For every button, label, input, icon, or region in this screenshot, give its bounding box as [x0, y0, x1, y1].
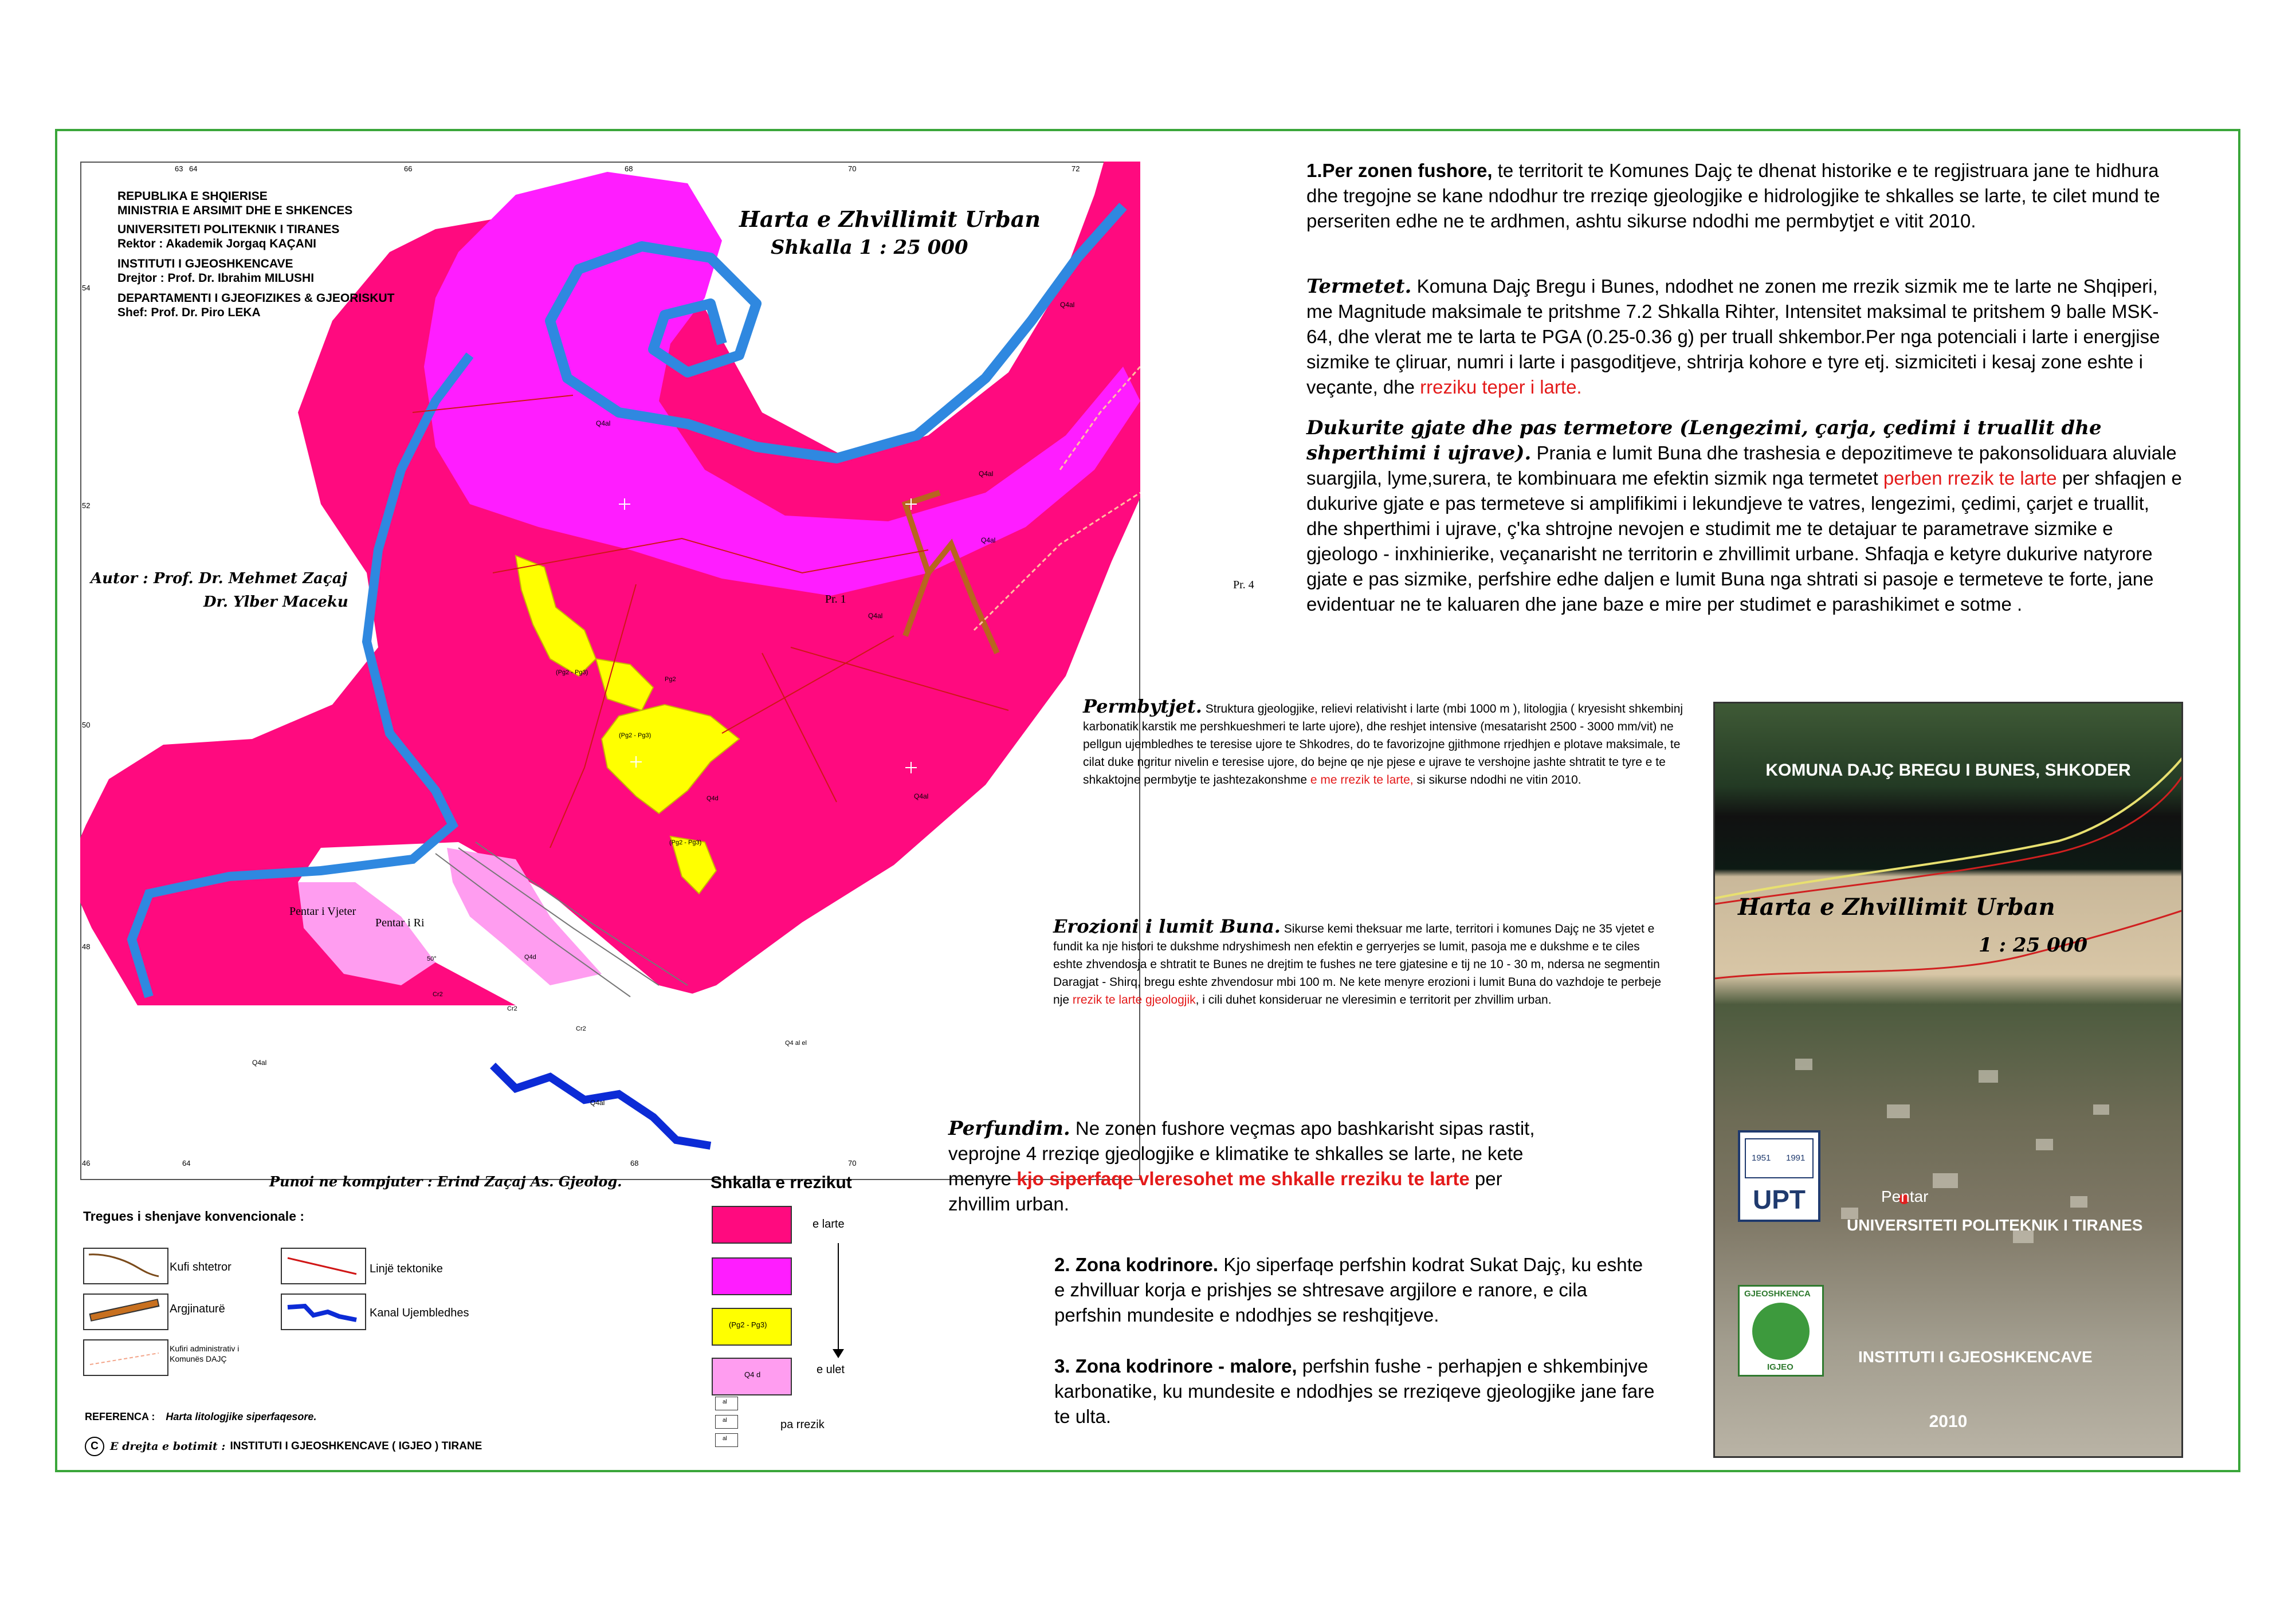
- map-label: Pg2: [665, 676, 676, 683]
- risk-swatch-yellow-text: (Pg2 - Pg3): [729, 1320, 767, 1329]
- legend-label-tectonic: Linjë tektonike: [370, 1263, 443, 1275]
- arrow-down-icon: [833, 1349, 844, 1358]
- institution-line: DEPARTAMENTI I GJEOFIZIKES & GJEORISKUT: [117, 292, 395, 305]
- map-label: Cr2: [507, 1005, 517, 1012]
- heading-hilly-zone: 2. Zona kodrinore.: [1054, 1254, 1219, 1275]
- map-label: Cr2: [576, 1025, 586, 1032]
- map-scale: Shkalla 1 : 25 000: [771, 236, 968, 259]
- grid-label-left: 54: [82, 284, 91, 292]
- upt-logo: [1738, 1130, 1820, 1222]
- map-label: Q4al: [914, 792, 929, 800]
- copyright-text: INSTITUTI I GJEOSHKENCAVE ( IGJEO ) TIRANE: [230, 1440, 482, 1452]
- text-conclusion-red: kjo siperfaqe vleresohet me shkalle rreziku te larte: [1016, 1168, 1470, 1189]
- map-label: (Pg2 - Pg3): [669, 839, 702, 846]
- upt-logo-text: UPT: [1753, 1185, 1806, 1214]
- heading-floods: Permbytjet.: [1083, 695, 1202, 717]
- legend-canal-symbol: [281, 1294, 366, 1330]
- paragraph-plain-zone: [1306, 158, 2183, 234]
- grid-label-top: 66: [404, 164, 413, 173]
- text-floods-end: si sikurse ndodhi ne vitin 2010.: [1413, 773, 1581, 787]
- map-label: Q4al: [590, 1099, 605, 1107]
- grid-label-top: 63: [175, 164, 183, 173]
- heading-phenomena: Dukurite gjate dhe pas termetore (Lengezimi, çarja, çedimi i truallit dhe shperthimi i ujrave).: [1306, 416, 2102, 465]
- risk-swatch-none-1: [715, 1397, 738, 1410]
- grid-label-top: 64: [189, 164, 198, 173]
- grid-label-bottom: 70: [848, 1159, 857, 1167]
- paragraph-hilly-zone: [1054, 1252, 1656, 1328]
- copyright-script: E drejta e botimit :: [110, 1440, 226, 1453]
- legend-label-canal: Kanal Ujembledhes: [370, 1307, 469, 1319]
- profile-label: Pr. 1: [825, 593, 846, 606]
- text-conclusion-end: per zhvillim urban.: [948, 1168, 1502, 1214]
- photo-title: KOMUNA DAJÇ BREGU I BUNES, SHKODER: [1765, 761, 2131, 780]
- institution-line: INSTITUTI I GJEOSHKENCAVE: [117, 257, 293, 270]
- reference-label: REFERENCA :: [85, 1411, 155, 1422]
- map-label: Q4d: [707, 795, 719, 802]
- paragraph-conclusion: [948, 1116, 1556, 1217]
- globe-icon: [1752, 1303, 1810, 1360]
- grid-label-left: 50: [82, 721, 91, 729]
- grid-label-top: 68: [625, 164, 633, 173]
- risk-label-high: e larte: [813, 1218, 845, 1230]
- photo-university: UNIVERSITETI POLITEKNIK I TIRANES: [1847, 1216, 2143, 1234]
- heading-conclusion: Perfundim.: [948, 1117, 1070, 1140]
- text-phenomena-red: perben rrezik te larte: [1883, 467, 2057, 489]
- legend-title: Tregues i shenjave konvencionale :: [83, 1209, 305, 1224]
- igjeo-logo: [1738, 1285, 1824, 1377]
- place-pentar-vjeter: Pentar i Vjeter: [289, 905, 356, 918]
- tiny-box-label: al: [723, 1436, 727, 1442]
- risk-arrow-line: [838, 1243, 839, 1352]
- photo-institute: INSTITUTI I GJEOSHKENCAVE: [1858, 1348, 2093, 1366]
- text-mountain-zone: perfshin fushe - perhapjen e shkembinjve karbonatike, ku mundesite e ndodhjes se rreziqeve gjeologjike jane fare te ulta.: [1054, 1355, 1655, 1427]
- legend-embankment-symbol: [83, 1294, 168, 1330]
- grid-label-bottom: 46: [82, 1159, 91, 1167]
- paragraph-erosion: [1053, 915, 1669, 1009]
- risk-swatch-low: [712, 1358, 792, 1395]
- text-earthquakes: Komuna Dajç Bregu i Bunes, ndodhet ne zonen me rrezik sizmik me te larte ne Shqiperi, me Magnitude maksimale te pritshme 7.2 Shkalla Rihter, Intensitet maksimal te pritshem 9 balle MSK-64, dhe vlerat me te larta te PGA (0.25-0.36 g) per truall shkembor.Per nga potenciali i larte i energjise sizmike te çliruar, numri i larte i pasgoditjeve, shtrirja kohore e tyre etj. sizmiciteti i kesaj zone eshte i veçante, dhe: [1306, 276, 2160, 398]
- text-phenomena-1: Prania e lumit Buna dhe trashesia e depozitimeve te pakonsoliduara aluviale suargjila, lyme,surera, te kombinuara me efektin sizmik nga termetet: [1306, 442, 2177, 489]
- map-label: (Pg2 - Pg3): [619, 732, 651, 739]
- aerial-photo-panel: [1713, 702, 2183, 1458]
- legend-label-border: Kufi shtetror: [170, 1261, 231, 1273]
- heading-plain-zone: 1.Per zonen fushore,: [1306, 160, 1493, 181]
- institution-line: UNIVERSITETI POLITEKNIK I TIRANES: [117, 223, 340, 236]
- grid-label-left: 48: [82, 942, 91, 951]
- copyright-icon: C: [85, 1437, 104, 1456]
- photo-place-pentar: Pentar: [1881, 1188, 1929, 1205]
- risk-scale-title: Shkalla e rrezikut: [711, 1173, 852, 1192]
- author-secondary: Dr. Ylber Maceku: [203, 593, 348, 611]
- paragraph-mountain-zone: [1054, 1354, 1656, 1429]
- grid-label-top: 72: [1072, 164, 1080, 173]
- upt-year-start: 1951: [1752, 1153, 1771, 1163]
- igjeo-logo-bottom: IGJEO: [1767, 1362, 1793, 1372]
- paragraph-phenomena: [1306, 415, 2183, 617]
- igjeo-logo-top: GJEOSHKENCA: [1744, 1289, 1811, 1299]
- reference-line: [85, 1411, 316, 1423]
- grid-label-bottom: 68: [630, 1159, 639, 1167]
- text-floods-red: e me rrezik te larte,: [1310, 773, 1414, 787]
- institution-line: MINISTRIA E ARSIMIT DHE E SHKENCES: [117, 204, 353, 217]
- author-primary: Autor : Prof. Dr. Mehmet Zaçaj: [91, 570, 347, 587]
- grid-label-bottom: 64: [182, 1159, 191, 1167]
- legend-tectonic-symbol: [281, 1248, 366, 1284]
- institution-line: Shef: Prof. Dr. Piro LEKA: [117, 306, 261, 319]
- grid-label-left: 52: [82, 501, 91, 510]
- risk-swatch-medium: [712, 1257, 792, 1295]
- institution-line: Drejtor : Prof. Dr. Ibrahim MILUSHI: [117, 272, 315, 285]
- grid-label-top: 70: [848, 164, 857, 173]
- photo-map-title: Harta e Zhvillimit Urban: [1738, 894, 2055, 921]
- text-earthquakes-red: rreziku teper i larte.: [1420, 376, 1582, 398]
- map-label: Q4al: [1060, 301, 1075, 309]
- tiny-box-label: al: [723, 1399, 727, 1405]
- computer-credit: Punoi ne kompjuter : Erind Zaçaj As. Gjeolog.: [269, 1173, 622, 1190]
- risk-swatch-low-text: Q4 d: [744, 1370, 761, 1379]
- tiny-box-label: al: [723, 1417, 727, 1424]
- text-phenomena-2: per shfaqjen e dukurive gjate e pas termeteve si amplifikimi i lekundjeve te vatres, lengezimi, çedimi, çarjet e truallit, dhe shperthimi i ujrave, ç'ka shtrojne nevojen e studimit me te detajuar te parametrave sizmike e gjeologo - inxhinierike, veçanarisht ne territorin e zhvillimit urbane. Shfaqja e ketyre dukurive natyrore gjate e pas sizmike, perfshire edhe daljen e lumit Buna nga shtrati si pasoje e termeteve te forte, jane evidentuar ne te kaluaren dhe jane baze e mire per studimet e parashikimet e sotme .: [1306, 467, 2182, 615]
- legend-label-admin: Kufiri administrativ i Komunës DAJÇ: [170, 1344, 240, 1363]
- map-label: Q4al: [596, 419, 611, 427]
- map-label: Cr2: [433, 991, 443, 998]
- copyright-line: [85, 1437, 482, 1456]
- risk-swatch-yellow: [712, 1308, 792, 1346]
- institution-block: [117, 189, 415, 320]
- map-label: Q4al: [979, 470, 994, 478]
- risk-swatch-none-3: [715, 1433, 738, 1447]
- institution-line: Rektor : Akademik Jorgaq KAÇANI: [117, 237, 316, 250]
- text-hilly-zone: Kjo siperfaqe perfshin kodrat Sukat Dajç, ku eshte e zhvilluar korja e prishjes se shtresave argjilore e ranore, e cila perfshin mundesite e ndodhjes se reshqitjeve.: [1054, 1254, 1643, 1326]
- risk-swatch-high: [712, 1206, 792, 1244]
- photo-year: 2010: [1929, 1412, 1968, 1431]
- legend-label-embankment: Argjinaturë: [170, 1303, 225, 1315]
- risk-label-none: pa rrezik: [780, 1418, 825, 1431]
- institution-line: REPUBLIKA E SHQIERISE: [117, 190, 268, 203]
- map-label: Q4al: [981, 536, 996, 544]
- heading-earthquakes: Termetet.: [1306, 275, 1412, 298]
- map-title: Harta e Zhvillimit Urban: [739, 206, 1041, 232]
- text-conclusion: Ne zonen fushore veçmas apo bashkarisht sipas rastit, veprojne 4 rreziqe gjeologjike e klimatike te shkalles se larte, ne kete menyre: [948, 1118, 1535, 1189]
- risk-label-low: e ulet: [817, 1363, 845, 1376]
- heading-erosion: Erozioni i lumit Buna.: [1053, 915, 1281, 937]
- map-label: Q4 al el: [785, 1040, 807, 1047]
- text-erosion-end: , i cili duhet konsideruar ne vleresimin e territorit per zhvillim urban.: [1195, 993, 1552, 1007]
- photo-scale: 1 : 25 000: [1979, 934, 2088, 957]
- map-label: (Pg2 - Pg3): [556, 669, 588, 676]
- paragraph-floods: [1083, 695, 1699, 789]
- text-erosion: Sikurse kemi theksuar me larte, territori i komunes Dajç ne 35 vjetet e fundit ka nje histori te dukshme ndryshimesh nen efektin e gerryerjes se lumit, pasoja me e dukshme e te ciles eshte zhvendosja e shtratit te Bunes ne drejtim te fushes ne tere gjatesine e tij ne 10 - 30 m, ndersa ne segmentin Daragjat - Shirq, bregu eshte zhvendosur mbi 100 m. Ne kete menyre erozioni i lumit Buna do vazhdoje te perbeje nje: [1053, 922, 1662, 1007]
- map-label: 50°: [427, 956, 437, 962]
- map-label: Q4d: [524, 954, 536, 961]
- profile-label: Pr. 4: [1233, 579, 1254, 591]
- paragraph-earthquakes: [1306, 274, 2183, 400]
- place-pentar-ri: Pentar i Ri: [375, 917, 425, 929]
- text-plain-zone: te territorit te Komunes Dajç te dhenat historike e te regjistruara jane te hidhura dhe tregojne se kane ndodhur tre rreziqe gjeologjike e hidrologjike te shkalles se larte, te cilet mund te perseriten edhe ne te ardhmen, ashtu sikurse ndodhi me permbytjet e vitit 2010.: [1306, 160, 2160, 231]
- text-erosion-red: rrezik te larte gjeologjik: [1072, 993, 1196, 1007]
- map-label: Q4al: [252, 1059, 267, 1067]
- reference-text: Harta litologjike siperfaqesore.: [166, 1411, 317, 1422]
- map-label: Q4al: [868, 612, 883, 620]
- text-floods: Struktura gjeologjike, relievi relativisht i larte (mbi 1000 m ), litologjia ( kryesisht shkembinj karbonatik karstik me pershkueshmeri te larte ujore), dhe reshjet intensive (mesatarisht 2500 - 3000 mm/vit) ne pellgun ujembledhes te teresise ujore te Shkodres, do te favorizojne gjithmone rrjedhjen e plotave maksimale, te cilat duke ngritur nivelin e teresise ujore, do bejne qe nje pjese e ujrave te vershojne jashte shtratit te tyre e te shkaktojne permbytje te jashtezakonshme: [1083, 702, 1683, 787]
- legend-border-symbol: [83, 1248, 168, 1284]
- upt-year-end: 1991: [1786, 1153, 1806, 1163]
- legend-admin-symbol: [83, 1339, 168, 1376]
- heading-mountain-zone: 3. Zona kodrinore - malore,: [1054, 1355, 1297, 1377]
- risk-swatch-none-2: [715, 1415, 738, 1429]
